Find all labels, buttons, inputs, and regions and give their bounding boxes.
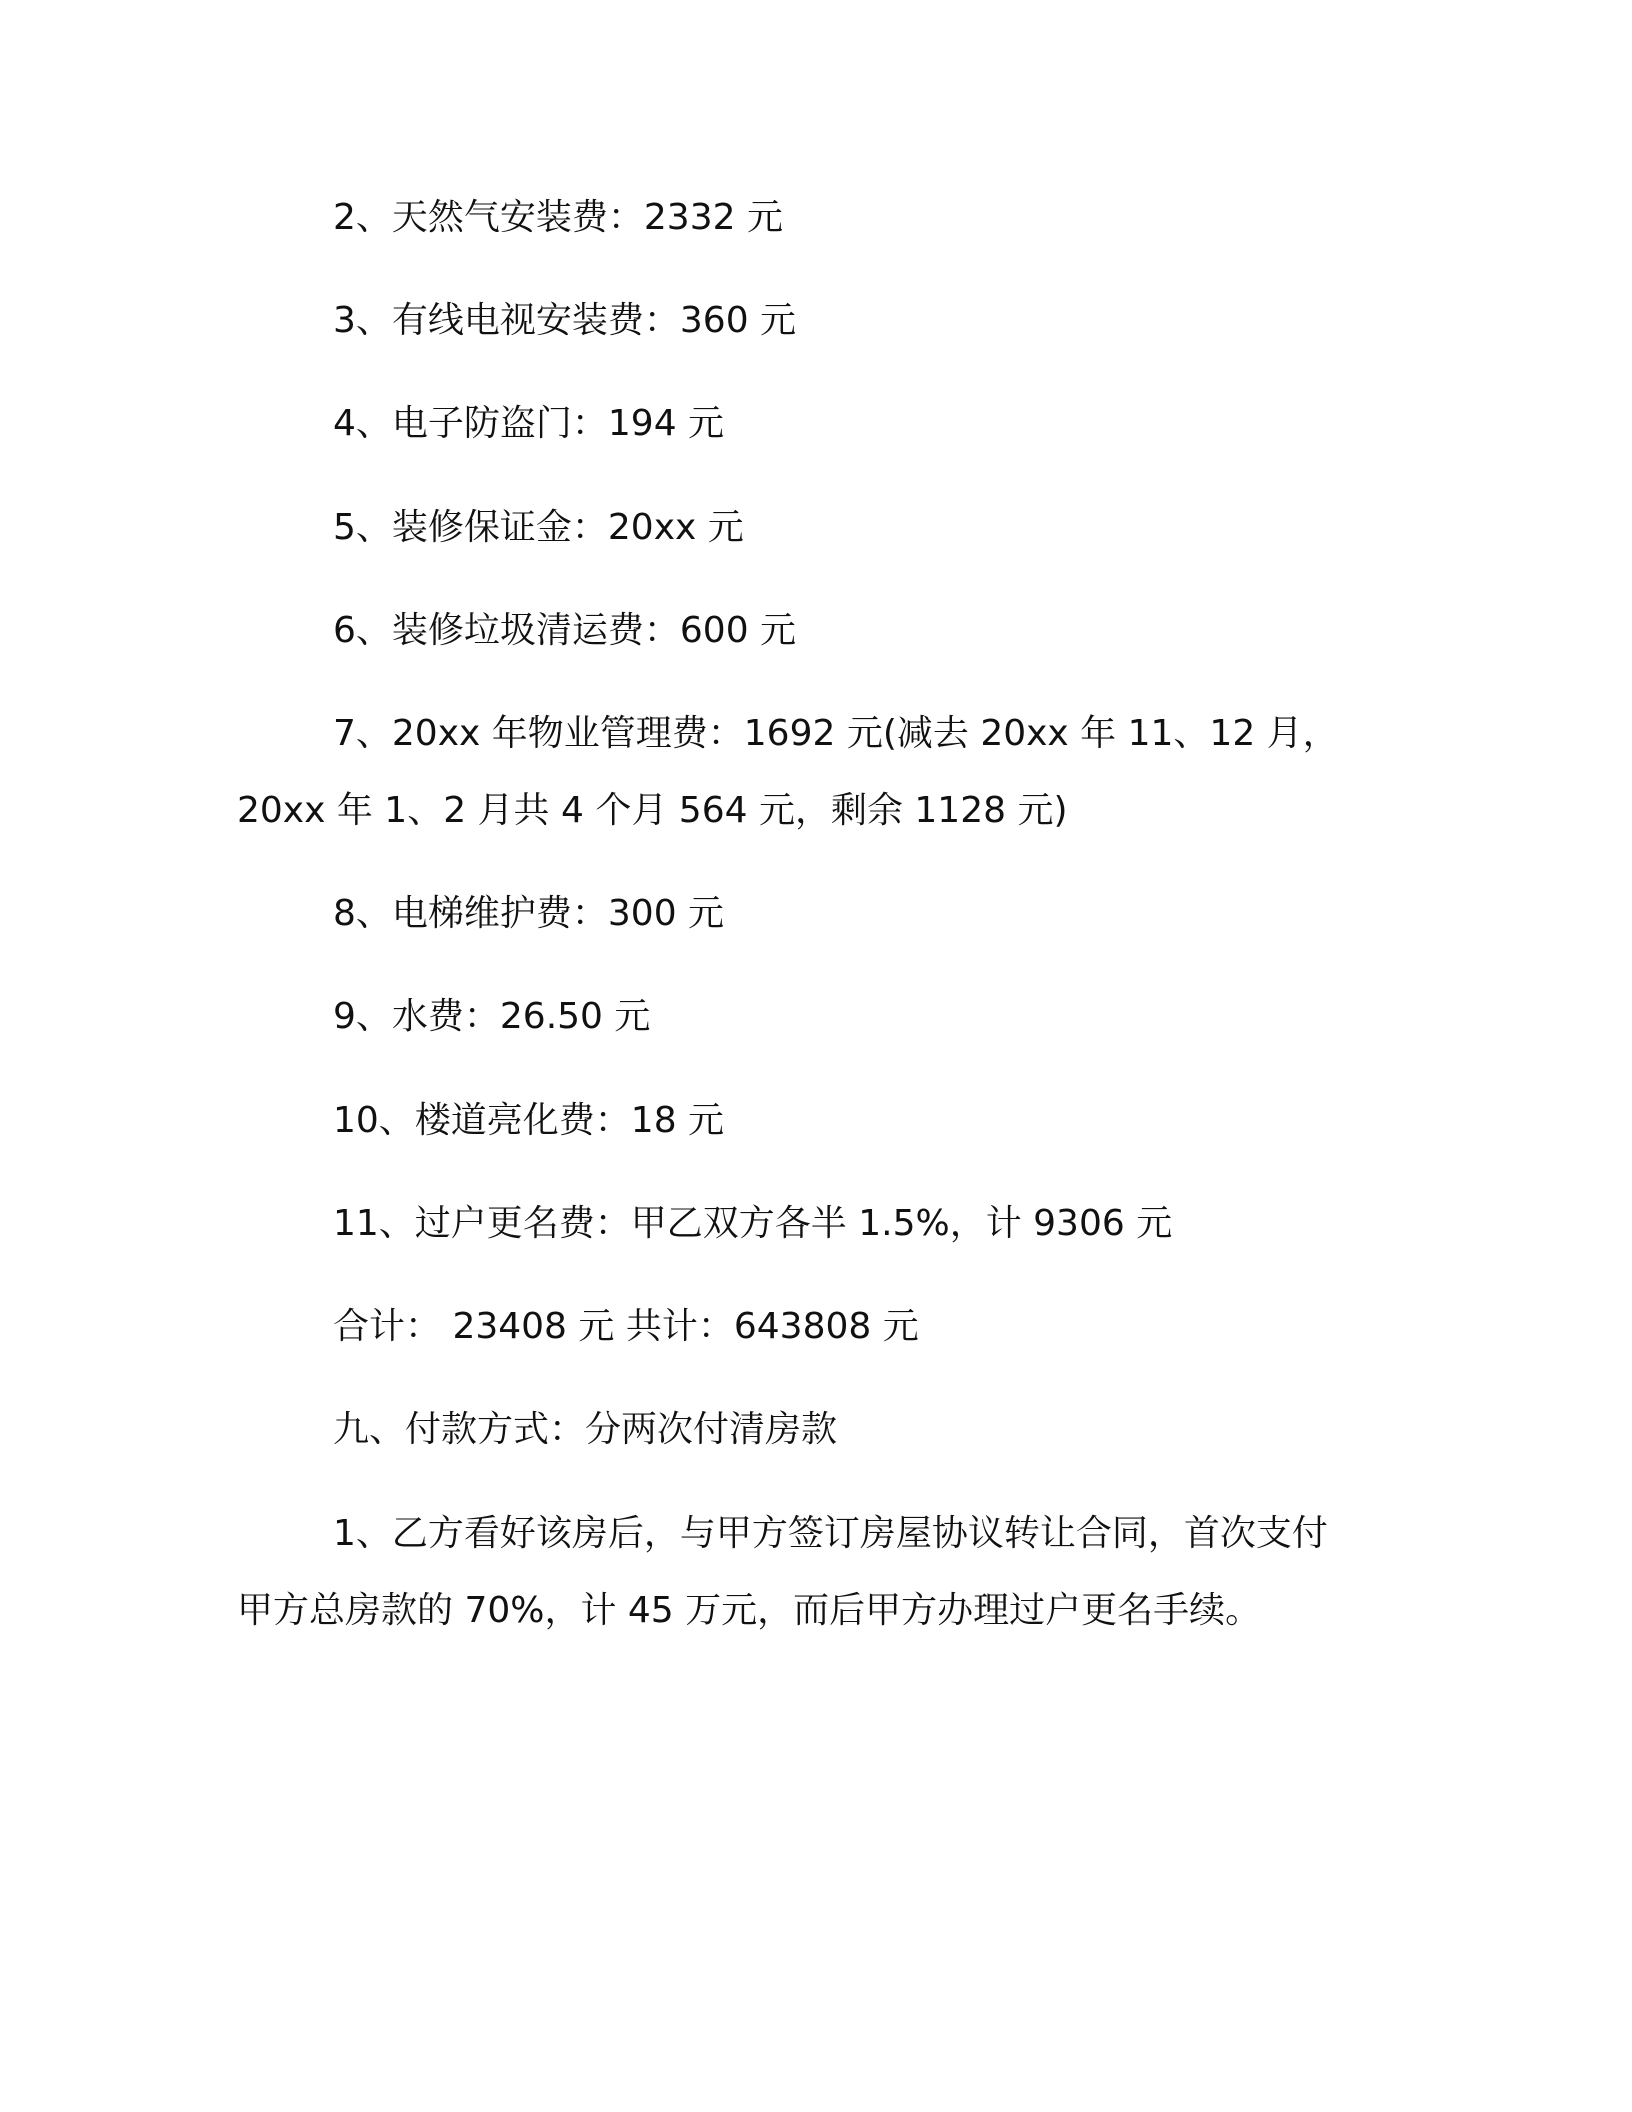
fee-item-renovation-deposit: 5、装修保证金：20xx 元 — [333, 507, 744, 548]
fee-item-corridor-lighting: 10、楼道亮化费：18 元 — [333, 1100, 725, 1141]
fee-item-property-management-continued: 20xx 年 1、2 月共 4 个月 564 元，剩余 1128 元) — [237, 790, 1068, 831]
fee-item-elevator-maintenance: 8、电梯维护费：300 元 — [333, 893, 725, 934]
fee-item-waste-removal: 6、装修垃圾清运费：600 元 — [333, 610, 797, 651]
fee-item-water: 9、水费：26.50 元 — [333, 996, 651, 1037]
fee-totals: 合计： 23408 元 共计：643808 元 — [333, 1306, 919, 1347]
fee-item-security-door: 4、电子防盗门：194 元 — [333, 403, 725, 444]
section-heading-payment-method: 九、付款方式：分两次付清房款 — [333, 1409, 838, 1450]
payment-clause-1-continued: 甲方总房款的 70%，计 45 万元，而后甲方办理过户更名手续。 — [237, 1590, 1262, 1631]
fee-item-property-management: 7、20xx 年物业管理费：1692 元(减去 20xx 年 11、12 月， — [333, 713, 1339, 754]
fee-item-cable-tv-installation: 3、有线电视安装费：360 元 — [333, 300, 797, 341]
payment-clause-1: 1、乙方看好该房后，与甲方签订房屋协议转让合同，首次支付 — [333, 1513, 1328, 1554]
fee-item-gas-installation: 2、天然气安装费：2332 元 — [333, 197, 783, 238]
fee-item-transfer-fee: 11、过户更名费：甲乙双方各半 1.5%，计 9306 元 — [333, 1203, 1173, 1244]
